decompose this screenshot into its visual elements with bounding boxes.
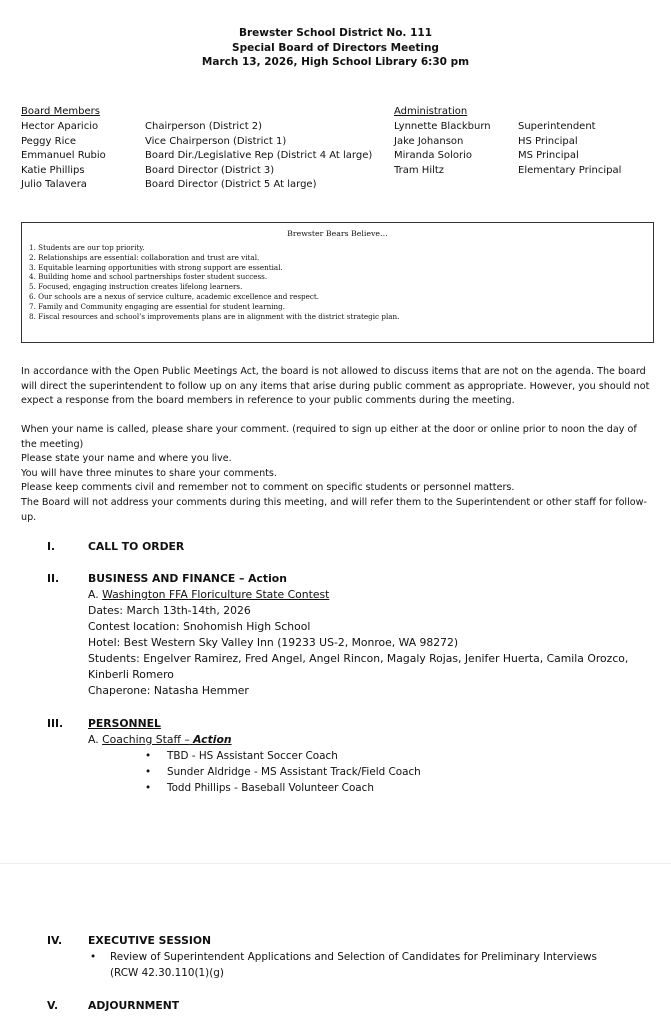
list-item: • TBD - HS Assistant Soccer Coach: [145, 749, 421, 765]
ffa-contest-item: [88, 587, 648, 699]
admin-role: Elementary Principal: [518, 164, 622, 176]
section-title: EXECUTIVE SESSION: [88, 934, 212, 947]
section-number: II.: [47, 572, 60, 585]
belief-item: 8. Fiscal resources and school’s improvements plans are in alignment with the district strategic plan.: [29, 311, 400, 321]
member-name: Emmanuel Rubio: [21, 150, 106, 161]
comment-line: You will have three minutes to share your comments.: [21, 467, 277, 479]
board-member-row: [21, 149, 401, 164]
section-title: BUSINESS AND FINANCE – Action: [88, 572, 287, 585]
member-role: Vice Chairperson (District 1): [145, 135, 287, 147]
administration-list: [394, 120, 664, 178]
admin-row: [394, 120, 664, 135]
member-name: Peggy Rice: [21, 135, 76, 147]
admin-name: Tram Hiltz: [394, 164, 445, 176]
member-name: Julio Talavera: [21, 179, 87, 190]
list-item: • Sunder Aldridge - MS Assistant Track/Field Coach: [145, 765, 421, 781]
board-member-row: [21, 135, 401, 150]
admin-role: MS Principal: [518, 150, 579, 161]
ffa-detail: Students: Engelver Ramirez, Fred Angel, Angel Rincon, Magaly Rojas, Jenifer Huerta, Camila Orozco, Kinberli Romero: [88, 652, 629, 681]
beliefs-list: [29, 243, 653, 321]
section-number: IV.: [47, 934, 63, 947]
page-break-divider: [0, 863, 671, 864]
board-member-row: [21, 120, 401, 135]
coaching-staff-item: [88, 732, 648, 748]
admin-row: [394, 135, 664, 150]
admin-name: Miranda Solorio: [394, 150, 473, 161]
admin-name: Jake Johanson: [394, 135, 464, 147]
belief-item: 6. Our schools are a nexus of service culture, academic excellence and respect.: [29, 291, 320, 301]
member-role: Board Director (District 3): [145, 164, 275, 176]
comment-line: When your name is called, please share your comment. (required to sign up either at the door or online prior to noon the day of the meeting): [21, 424, 637, 450]
admin-name: Lynnette Blackburn: [394, 121, 491, 132]
meeting-date-location: March 13, 2026, High School Library 6:30 pm: [201, 56, 470, 68]
member-name: Hector Aparicio: [21, 121, 99, 132]
ffa-detail: Hotel: Best Western Sky Valley Inn (19233 US-2, Monroe, WA 98272): [88, 636, 459, 649]
board-members-heading: Board Members: [21, 106, 100, 117]
document-header: [0, 26, 671, 70]
belief-item: 4. Building home and school partnerships foster student success.: [29, 272, 268, 282]
item-action: Action: [193, 733, 232, 746]
admin-role: Superintendent: [518, 121, 596, 132]
beliefs-title: Brewster Bears Believe…: [287, 229, 388, 238]
section-title: PERSONNEL: [88, 717, 161, 730]
opma-notice: In accordance with the Open Public Meetings Act, the board is not allowed to discuss items that are not on the agenda. The board will direct the superintendent to follow up on any items that arise during public comment as appropriate. However, you should not expect a response from the board members in reference to your public comments during the meeting.: [21, 366, 650, 407]
item-title: Washington FFA Floriculture State Contest: [102, 588, 330, 601]
ffa-item-heading: [88, 587, 648, 603]
administration-heading: Administration: [394, 106, 468, 117]
board-members-list: [21, 120, 401, 193]
member-role: Board Director (District 5 At large): [145, 179, 317, 190]
meeting-title: Special Board of Directors Meeting: [232, 41, 439, 54]
executive-session-item: • Review of Superintendent Applications and Selection of Candidates for Preliminary Interviews (RCW 42.30.110(1)(g): [88, 950, 628, 981]
admin-row: [394, 149, 664, 164]
belief-item: 2. Relationships are essential: collaboration and trust are vital.: [29, 252, 260, 262]
coaching-staff-list: [145, 749, 421, 796]
belief-item: 3. Equitable learning opportunities with strong support are essential.: [29, 262, 283, 272]
list-item: • Todd Phillips - Baseball Volunteer Coach: [145, 781, 421, 797]
member-name: Katie Phillips: [21, 164, 85, 176]
member-role: Board Dir./Legislative Rep (District 4 At large): [145, 150, 373, 161]
beliefs-box: [21, 222, 654, 343]
ffa-detail: Chaperone: Natasha Hemmer: [88, 684, 249, 697]
section-number: I.: [47, 540, 56, 553]
comment-line: The Board will not address your comments during this meeting, and will refer them to the Superintendent or other staff for follow-up.: [21, 496, 647, 523]
admin-role: HS Principal: [518, 135, 578, 147]
district-name: Brewster School District No. 111: [239, 27, 432, 39]
belief-item: 5. Focused, engaging instruction creates lifelong learners.: [29, 282, 243, 292]
board-member-row: [21, 164, 401, 179]
public-comment-instructions: [21, 423, 651, 525]
section-title: ADJOURNMENT: [88, 999, 180, 1012]
comment-line: Please state your name and where you live.: [21, 453, 232, 465]
ffa-detail: Contest location: Snohomish High School: [88, 620, 311, 633]
section-number: V.: [47, 999, 59, 1012]
board-member-row: [21, 178, 401, 193]
comment-line: Please keep comments civil and remember not to comment on specific students or personnel matters.: [21, 482, 515, 494]
item-prefix: A.: [88, 588, 99, 601]
section-title: CALL TO ORDER: [88, 540, 185, 553]
section-number: III.: [47, 717, 64, 730]
admin-row: [394, 164, 664, 179]
ffa-detail: Dates: March 13th-14th, 2026: [88, 604, 251, 617]
belief-item: 7. Family and Community engaging are essential for student learning.: [29, 301, 286, 311]
item-title: Coaching Staff – Action: [102, 733, 232, 746]
belief-item: 1. Students are our top priority.: [29, 243, 145, 252]
member-role: Chairperson (District 2): [145, 121, 263, 132]
item-prefix: A.: [88, 733, 99, 746]
